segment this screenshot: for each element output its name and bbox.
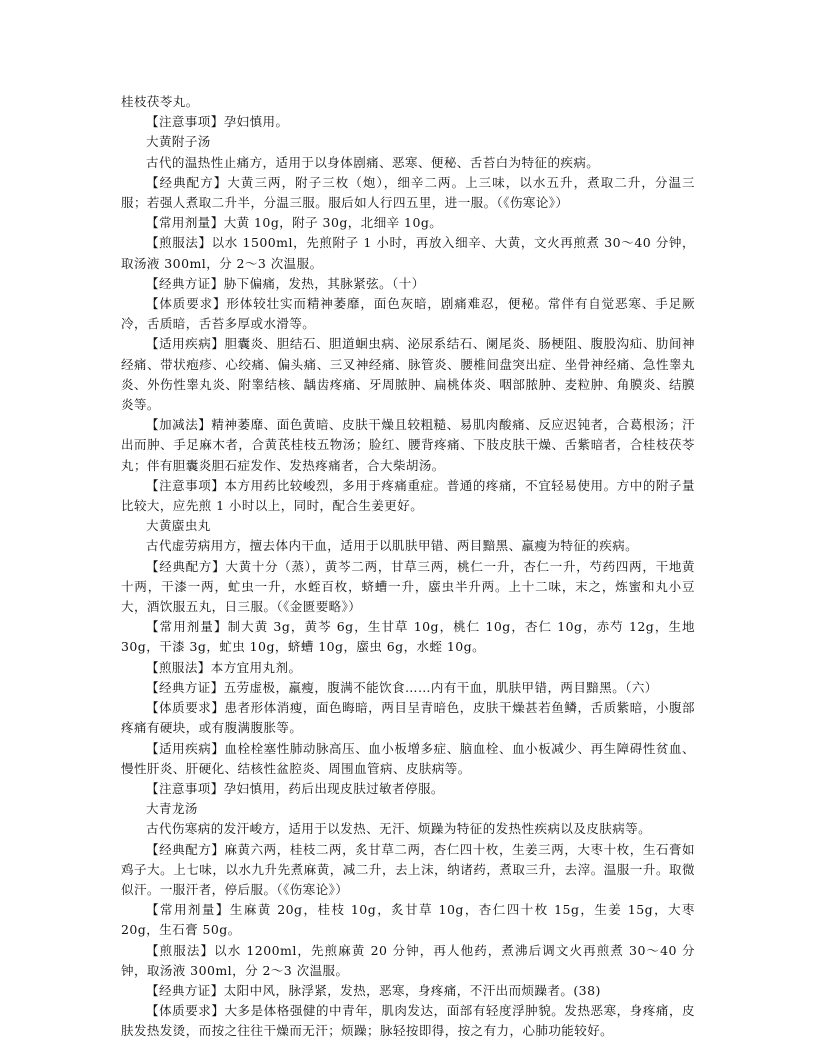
paragraph: 【注意事项】本方用药比较峻烈，多用于疼痛重症。普通的疼痛，不宜轻易使用。方中的附子量比较大，应先煎 1 小时以上，同时，配合生姜更好。	[121, 477, 695, 514]
paragraph: 【经典配方】大黄十分（蒸），黄芩二两，甘草三两，桃仁一升，杏仁一升，芍药四两，干地黄十两，干漆一两，虻虫一升，水蛭百枚，蛴螬一升，䗪虫半升两。上十二味，末之，炼蜜和丸小豆大，酒饮服五丸，日三服。（《金匮要略》）	[121, 558, 695, 615]
section-heading: 大青龙汤	[146, 801, 198, 817]
paragraph: 【注意事项】孕妇慎用，药后出现皮肤过敏者停服。	[146, 780, 444, 796]
paragraph: 【适用疾病】胆囊炎、胆结石、胆道蛔虫病、泌尿系结石、阑尾炎、肠梗阻、腹股沟疝、肋间神经痛、带状疱疹、心绞痛、偏头痛、三叉神经痛、脉管炎、腰椎间盘突出症、坐骨神经痛、急性睾丸炎、外伤性睾丸炎、附睾结核、龋齿疼痛、牙周脓肿、扁桃体炎、咽部脓肿、麦粒肿、角膜炎、结膜炎等。	[121, 336, 695, 413]
document-body	[121, 112, 695, 1041]
paragraph: 古代伤寒病的发汗峻方，适用于以发热、无汗、烦躁为特征的发热性疾病以及皮肤病等。	[146, 821, 652, 837]
lead-line: 桂枝茯苓丸。	[121, 94, 199, 109]
paragraph: 【经典配方】麻黄六两，桂枝二两，炙甘草二两，杏仁四十枚，生姜三两，大枣十枚，生石膏如鸡子大。上七味，以水九升先煮麻黄，减二升，去上沫，纳诸药，煮取三升，去滓。温服一升。取微似汗。一服汗者，停后服。（《伤寒论》）	[121, 841, 695, 897]
paragraph: 【注意事项】孕妇慎用。	[146, 114, 289, 130]
section-heading: 大黄附子汤	[146, 134, 211, 150]
paragraph: 【经典方证】五劳虚极，羸瘦，腹满不能饮食……内有干血，肌肤甲错，两目黯黑。（六）	[146, 679, 658, 695]
paragraph: 【体质要求】形体较壮实而精神萎靡，面色灰暗，剧痛难忍，便秘。常伴有自觉恶寒、手足厥冷，舌质暗，舌苔多厚或水滑等。	[121, 296, 695, 332]
paragraph: 【加减法】精神萎靡、面色黄暗、皮肤干燥且较粗糙、易肌肉酸痛、反应迟钝者，合葛根汤；汗出而肿、手足麻木者，合黄芪桂枝五物汤；脸红、腰背疼痛、下肢皮肤干燥、舌紫暗者，合桂枝茯苓丸；伴有胆囊炎胆石症发作、发热疼痛者，合大柴胡汤。	[121, 417, 695, 473]
paragraph: 【煎服法】本方宜用丸剂。	[146, 659, 302, 675]
paragraph: 【常用剂量】大黄 10g，附子 30g，北细辛 10g。	[146, 215, 443, 231]
paragraph: 【常用剂量】生麻黄 20g，桂枝 10g，炙甘草 10g，杏仁四十枚 15g，生姜 15g，大枣 20g，生石膏 50g。	[121, 902, 695, 938]
paragraph: 【常用剂量】制大黄 3g，黄芩 6g，生甘草 10g，桃仁 10g，杏仁 10g，赤芍 12g，生地 30g，干漆 3g，虻虫 10g，蛴螬 10g，䗪虫 6g，水蛭 10g。	[121, 619, 695, 655]
paragraph: 【经典配方】大黄三两，附子三枚（炮），细辛二两。上三味，以水五升，煮取二升，分温三服；若强人煮取二升半，分温三服。服后如人行四五里，进一服。（《伤寒论》）	[121, 174, 695, 211]
paragraph: 【煎服法】以水 1500ml，先煎附子 1 小时，再放入细辛、大黄，文火再煎煮 30～40 分钟，取汤液 300ml，分 2～3 次温服。	[121, 235, 695, 271]
paragraph: 【适用疾病】血栓栓塞性肺动脉高压、血小板增多症、脑血栓、血小板减少、再生障碍性贫血、慢性肝炎、肝硬化、结核性盆腔炎、周围血管病、皮肤病等。	[121, 740, 695, 776]
paragraph: 【经典方证】胁下偏痛，发热，其脉紧弦。（十）	[146, 275, 425, 291]
paragraph: 古代的温热性止痛方，适用于以身体剧痛、恶寒、便秘、舌苔白为特征的疾病。	[146, 154, 600, 170]
paragraph: 古代虚劳病用方，擅去体内干血，适用于以肌肤甲错、两目黯黑、羸瘦为特征的疾病。	[146, 538, 639, 554]
paragraph: 【经典方证】太阳中风，脉浮紧，发热，恶寒，身疼痛，不汗出而烦躁者。(38)	[146, 982, 601, 998]
paragraph: 【体质要求】大多是体格强健的中青年，肌肉发达，面部有轻度浮肿貌。发热恶寒，身疼痛，皮肤发热发烫，而按之往往干燥而无汗；烦躁；脉轻按即得，按之有力，心肺功能较好。	[121, 1003, 695, 1039]
section-heading: 大黄䗪虫丸	[146, 518, 211, 534]
paragraph: 【体质要求】患者形体消瘦，面色晦暗，两目呈青暗色，皮肤干燥甚若鱼鳞，舌质紫暗，小腹部疼痛有硬块，或有腹满腹胀等。	[121, 700, 695, 736]
document-page	[121, 92, 695, 1042]
paragraph: 【煎服法】以水 1200ml，先煎麻黄 20 分钟，再人他药，煮沸后调文火再煎煮 30～40 分钟，取汤液 300ml，分 2～3 次温服。	[121, 942, 695, 978]
